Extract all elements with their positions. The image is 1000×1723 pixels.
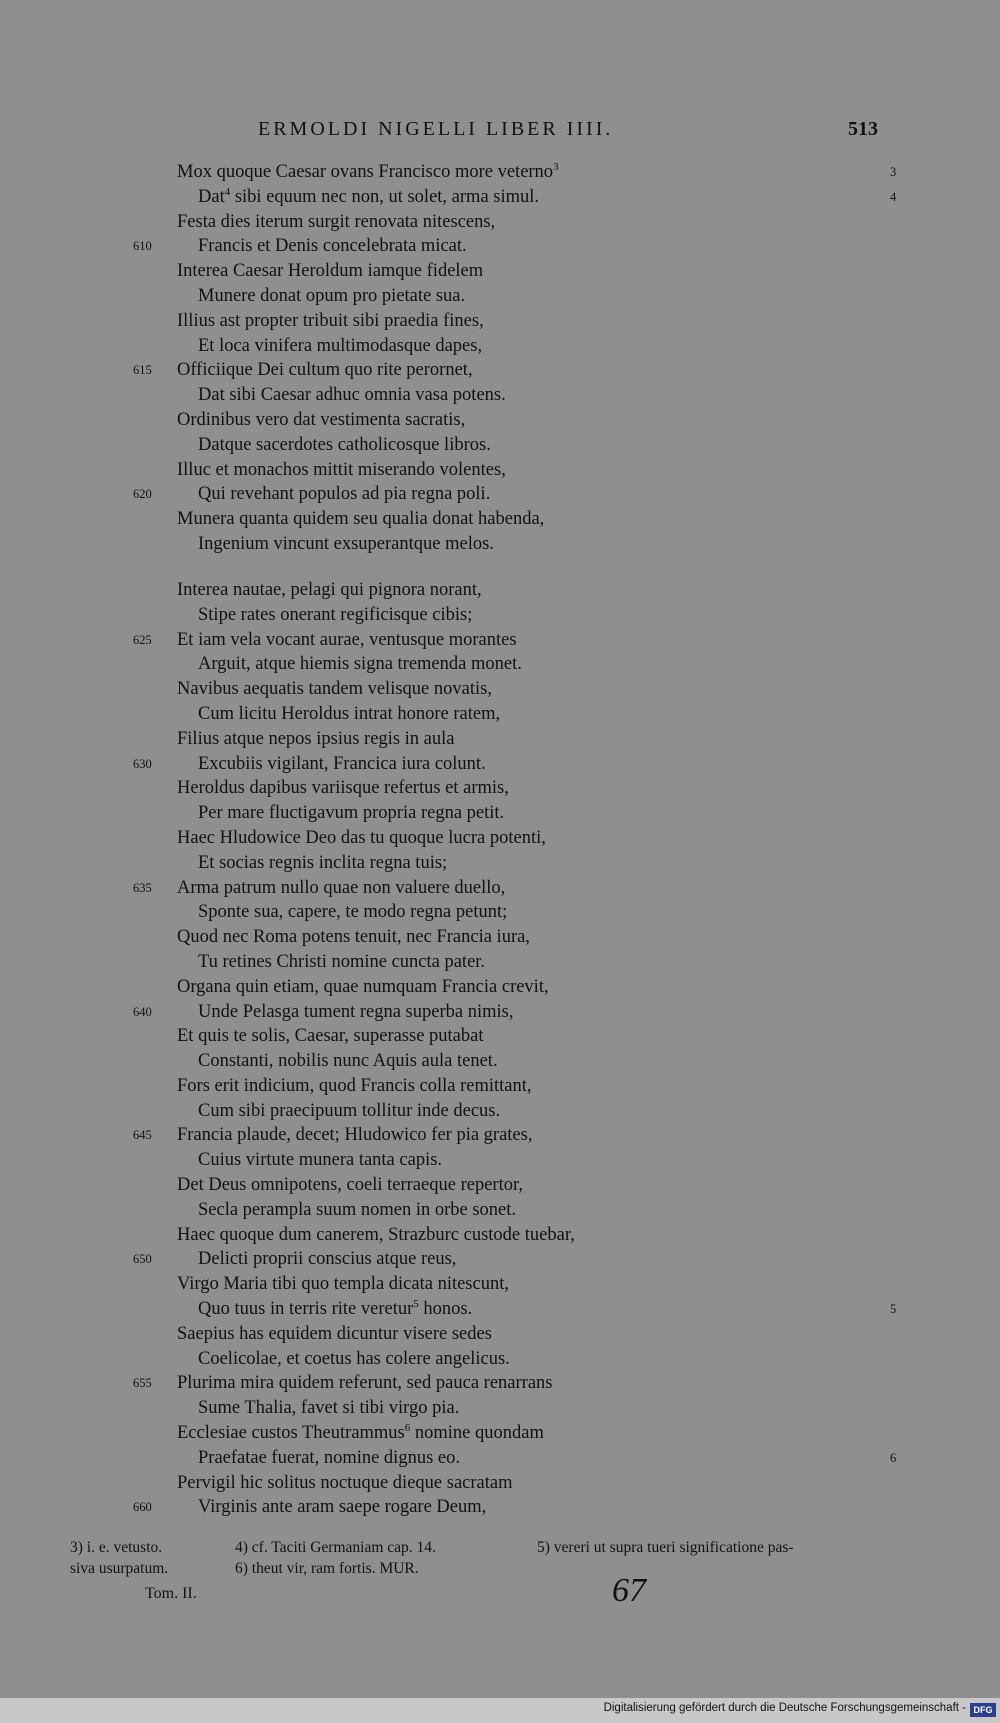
verse-segment: Ecclesiae custos Theutrammus (177, 1423, 405, 1444)
verse-line (0, 1471, 1000, 1496)
margin-note-number: 6 (890, 1450, 897, 1465)
verse-line (0, 532, 1000, 578)
verse-segment: Delicti proprii conscius atque reus, (198, 1249, 457, 1270)
verse-segment: sibi equum nec non, ut solet, arma simul. (230, 186, 540, 207)
verse-line (0, 677, 1000, 702)
verse-line (0, 210, 1000, 235)
verse-text (177, 1371, 553, 1396)
verse-line (0, 507, 1000, 532)
verse-segment: Tu retines Christi nomine cuncta pater. (198, 951, 486, 972)
verse-line (0, 383, 1000, 408)
footnote-5: 5) vereri ut supra tueri significatione pas- (537, 1539, 794, 1556)
running-title: ERMOLDI NIGELLI LIBER IIII. (258, 118, 614, 140)
verse-line (0, 1173, 1000, 1198)
verse-line (0, 826, 1000, 851)
page-number: 513 (848, 118, 878, 140)
verse-segment: Et quis te solis, Caesar, superasse putabat (177, 1026, 484, 1047)
verse-text (198, 482, 490, 507)
verse-segment: Haec quoque dum canerem, Strazburc custode tuebar, (177, 1224, 575, 1245)
verse-segment: Festa dies iterum surgit renovata nitescens, (177, 211, 496, 232)
verse-line (0, 185, 1000, 210)
footnotes (70, 1537, 890, 1579)
verse-text (177, 1024, 484, 1049)
verse-text (198, 234, 467, 259)
verse-line (0, 702, 1000, 727)
footer-credit: Digitalisierung gefördert durch die Deutsche Forschungsgemeinschaft - (603, 1702, 966, 1714)
verse-line (0, 578, 1000, 603)
line-number: 655 (133, 1376, 152, 1391)
verse-text (177, 1421, 544, 1446)
line-number: 650 (133, 1252, 152, 1267)
verse-line (0, 776, 1000, 801)
verse-text (198, 433, 491, 458)
verse-text (177, 1223, 575, 1248)
verse-text (177, 975, 549, 1000)
verse-line (0, 950, 1000, 975)
margin-note-number: 3 (890, 165, 897, 179)
verse-segment: Qui revehant populos ad pia regna poli. (198, 484, 491, 505)
verse-segment: Munere donat opum pro pietate sua. (198, 285, 466, 306)
footer-bar (0, 1698, 1000, 1723)
verse-line (0, 1272, 1000, 1297)
verse-text (198, 383, 506, 408)
verse-line (0, 1371, 1000, 1396)
verse-text (177, 358, 473, 383)
verse-segment: nomine quondam (410, 1423, 544, 1444)
verse-segment: Praefatae fuerat, nomine dignus eo. (198, 1447, 460, 1468)
verse-text (198, 603, 472, 628)
verse-line (0, 458, 1000, 483)
footnote-row (70, 1537, 890, 1558)
verse-text (177, 408, 465, 433)
verse-line (0, 1446, 1000, 1471)
verse-segment: Ordinibus vero dat vestimenta sacratis, (177, 409, 466, 430)
verse-text (198, 1148, 442, 1173)
line-number: 660 (133, 1500, 152, 1515)
verse-segment: honos. (418, 1299, 473, 1320)
verse-segment: Secla perampla suum nomen in orbe sonet. (198, 1199, 517, 1220)
verse-line (0, 358, 1000, 383)
verse-text (198, 185, 539, 210)
line-number: 630 (133, 756, 152, 771)
footnote-3: 3) i. e. vetusto. (70, 1539, 163, 1556)
footnote-ref: 4 (224, 185, 231, 198)
verse-text (198, 900, 507, 925)
verse-segment: Haec Hludowice Deo das tu quoque lucra potenti, (177, 827, 546, 848)
verse-segment: Quod nec Roma potens tenuit, nec Francia iura, (177, 927, 530, 948)
line-number: 620 (133, 487, 152, 502)
verse-line (0, 1421, 1000, 1446)
verse-text (177, 160, 559, 185)
verse-segment: Unde Pelasga tument regna superba nimis, (198, 1001, 514, 1022)
verse-segment: Et iam vela vocant aurae, ventusque morantes (177, 629, 517, 650)
verse-text (198, 284, 465, 309)
verse-line (0, 1000, 1000, 1025)
verse-segment: Virginis ante aram saepe rogare Deum, (198, 1497, 487, 1518)
verse-text (177, 776, 509, 801)
verse-line (0, 1297, 1000, 1322)
verse-line (0, 876, 1000, 901)
verse-line (0, 1099, 1000, 1124)
verse-segment: Illuc et monachos mittit miserando volentes, (177, 459, 506, 480)
verse-text (177, 507, 544, 532)
verse-segment: Fors erit indicium, quod Francis colla remittant, (177, 1075, 532, 1096)
verse-line (0, 851, 1000, 876)
verse-line (0, 160, 1000, 185)
verse-segment: Per mare fluctigavum propria regna petit. (198, 803, 505, 824)
verse-line (0, 284, 1000, 309)
verse-line (0, 234, 1000, 259)
verse-line (0, 1123, 1000, 1148)
dfg-logo-icon: DFG (970, 1703, 996, 1717)
verse-text (177, 259, 483, 284)
line-number: 610 (133, 239, 152, 254)
verse-segment: Coelicolae, et coetus has colere angelicus. (198, 1348, 510, 1369)
verse-block (0, 160, 1000, 1520)
verse-text (177, 876, 505, 901)
verse-segment: Organa quin etiam, quae numquam Francia crevit, (177, 976, 549, 997)
verse-line (0, 1347, 1000, 1372)
verse-line (0, 752, 1000, 777)
verse-segment: Munera quanta quidem seu qualia donat habenda, (177, 509, 545, 530)
verse-text (177, 826, 546, 851)
verse-segment: Pervigil hic solitus noctuque dieque sacratam (177, 1472, 513, 1493)
verse-segment: Et loca vinifera multimodasque dapes, (198, 335, 483, 356)
line-number: 635 (133, 880, 152, 895)
line-number: 615 (133, 363, 152, 378)
verse-text (198, 1049, 498, 1074)
volume-label: Tom. II. (145, 1585, 197, 1602)
verse-line (0, 482, 1000, 507)
verse-line (0, 433, 1000, 458)
verse-line (0, 1322, 1000, 1347)
verse-line (0, 925, 1000, 950)
verse-segment: Datque sacerdotes catholicosque libros. (198, 434, 491, 455)
verse-segment: Et socias regnis inclita regna tuis; (198, 852, 448, 873)
footnote-4: 4) cf. Taciti Germaniam cap. 14. (235, 1539, 436, 1556)
verse-segment: Dat sibi Caesar adhuc omnia vasa potens. (198, 385, 506, 406)
verse-segment: Excubiis vigilant, Francica iura colunt. (198, 753, 486, 774)
verse-line (0, 652, 1000, 677)
verse-text (198, 1446, 460, 1471)
verse-segment: Sume Thalia, favet si tibi virgo pia. (198, 1398, 460, 1419)
verse-segment: Saepius has equidem dicuntur visere sedes (177, 1323, 492, 1344)
signature-mark: 67 (612, 1572, 646, 1609)
verse-line (0, 1198, 1000, 1223)
verse-text (177, 1123, 532, 1148)
verse-text (177, 628, 517, 653)
verse-segment: Constanti, nobilis nunc Aquis aula tenet. (198, 1051, 498, 1072)
verse-line (0, 1049, 1000, 1074)
verse-segment: Plurima mira quidem referunt, sed pauca renarrans (177, 1373, 553, 1394)
verse-segment: Francia plaude, decet; Hludowico fer pia grates, (177, 1125, 533, 1146)
verse-text (177, 1272, 509, 1297)
verse-line (0, 801, 1000, 826)
verse-line (0, 1074, 1000, 1099)
verse-text (198, 752, 486, 777)
verse-line (0, 259, 1000, 284)
verse-text (177, 925, 530, 950)
verse-segment: Arguit, atque hiemis signa tremenda monet. (198, 654, 522, 675)
verse-segment: Filius atque nepos ipsius regis in aula (177, 728, 455, 749)
verse-line (0, 727, 1000, 752)
line-number: 625 (133, 632, 152, 647)
verse-segment: Heroldus dapibus variisque refertus et armis, (177, 778, 509, 799)
verse-segment: Det Deus omnipotens, coeli terraeque repertor, (177, 1175, 523, 1196)
verse-text (198, 1099, 500, 1124)
verse-segment: Arma patrum nullo quae non valuere duello, (177, 877, 506, 898)
verse-text (198, 1000, 513, 1025)
verse-segment: Interea Caesar Heroldum iamque fidelem (177, 261, 484, 282)
verse-text (198, 950, 485, 975)
verse-segment: Cuius virtute munera tanta capis. (198, 1150, 443, 1171)
verse-text (198, 1495, 486, 1520)
verse-text (177, 677, 492, 702)
verse-text (177, 210, 495, 235)
footnote-ref: 6 (404, 1421, 411, 1434)
verse-line (0, 1247, 1000, 1272)
line-number: 640 (133, 1004, 152, 1019)
verse-line (0, 1396, 1000, 1421)
verse-segment: Quo tuus in terris rite veretur (198, 1299, 414, 1320)
verse-text (177, 1471, 512, 1496)
footnote-ref: 5 (413, 1297, 419, 1310)
verse-text (177, 1074, 532, 1099)
verse-text (177, 1322, 492, 1347)
verse-segment: Cum sibi praecipuum tollitur inde decus. (198, 1100, 501, 1121)
verse-line (0, 334, 1000, 359)
footnote-5-cont: siva usurpatum. (70, 1560, 169, 1577)
verse-text (198, 334, 482, 359)
footnote-row (70, 1558, 890, 1579)
verse-text (198, 1396, 459, 1421)
verse-text (198, 1198, 516, 1223)
verse-segment: Illius ast propter tribuit sibi praedia fines, (177, 310, 484, 331)
verse-segment: Stipe rates onerant regificisque cibis; (198, 604, 473, 625)
verse-line (0, 309, 1000, 334)
verse-line (0, 975, 1000, 1000)
verse-text (177, 727, 454, 752)
verse-text (177, 578, 482, 603)
verse-text (198, 532, 494, 557)
verse-text (198, 801, 504, 826)
verse-segment: Officiique Dei cultum quo rite perornet, (177, 360, 473, 381)
line-number: 645 (133, 1128, 152, 1143)
verse-segment: Francis et Denis concelebrata micat. (198, 236, 467, 257)
verse-text (177, 458, 506, 483)
verse-segment: Cum licitu Heroldus intrat honore ratem, (198, 703, 501, 724)
verse-segment: Sponte sua, capere, te modo regna petunt; (198, 902, 508, 923)
verse-line (0, 603, 1000, 628)
verse-segment: Virgo Maria tibi quo templa dicata nitescunt, (177, 1274, 509, 1295)
verse-line (0, 900, 1000, 925)
verse-line (0, 1148, 1000, 1173)
verse-text (198, 1347, 510, 1372)
verse-segment: Dat (198, 186, 225, 207)
verse-text (198, 702, 500, 727)
margin-note-number: 4 (890, 189, 897, 204)
verse-line (0, 1495, 1000, 1520)
verse-line (0, 1024, 1000, 1049)
verse-segment: Ingenium vincunt exsuperantque melos. (198, 533, 494, 554)
verse-text (198, 1247, 456, 1272)
verse-text (177, 309, 484, 334)
verse-text (198, 851, 447, 876)
verse-line (0, 1223, 1000, 1248)
verse-text (198, 1297, 472, 1322)
verse-line (0, 408, 1000, 433)
verse-text (177, 1173, 523, 1198)
verse-segment: Navibus aequatis tandem velisque novatis, (177, 679, 492, 700)
verse-line (0, 628, 1000, 653)
footnote-ref: 3 (553, 160, 559, 173)
verse-segment: Interea nautae, pelagi qui pignora norant, (177, 579, 482, 600)
verse-text (198, 652, 522, 677)
verse-segment: Mox quoque Caesar ovans Francisco more veterno (177, 162, 554, 182)
footnote-6: 6) theut vir, ram fortis. MUR. (235, 1560, 419, 1577)
margin-note-number: 5 (890, 1302, 897, 1317)
